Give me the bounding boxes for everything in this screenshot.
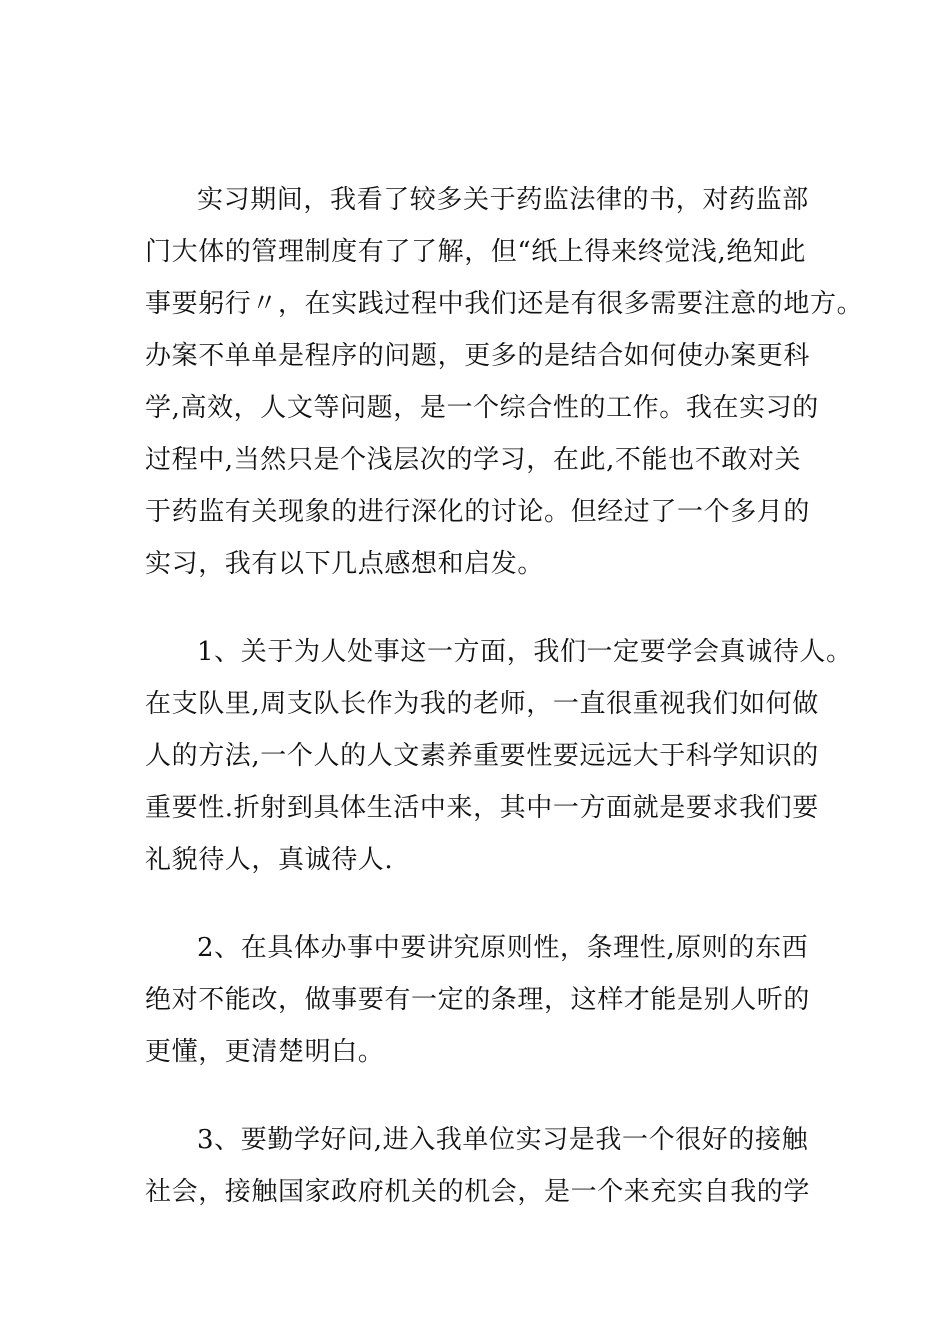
- paragraph-2-line-2: 在支队里,周支队长作为我的老师，一直很重视我们如何做: [145, 689, 819, 719]
- paragraph-1-line-2: 门大体的管理制度有了了解，但“纸上得来终觉浅,绝知此: [145, 237, 807, 267]
- paragraph-3-line-1: 2、在具体办事中要讲究原则性，条理性,原则的东西: [197, 933, 809, 963]
- paragraph-4-line-1: 3、要勤学好问,进入我单位实习是我一个很好的接触: [197, 1125, 809, 1155]
- paragraph-1-line-8: 实习，我有以下几点感想和启发。: [145, 549, 545, 579]
- paragraph-1-line-1: 实习期间，我看了较多关于药监法律的书，对药监部: [197, 185, 809, 215]
- paragraph-2-line-1: 1、关于为人处事这一方面，我们一定要学会真诚待人。: [197, 637, 853, 667]
- paragraph-1-line-7: 于药监有关现象的进行深化的讨论。但经过了一个多月的: [145, 497, 811, 527]
- paragraph-2-line-3: 人的方法,一个人的人文素养重要性要远远大于科学知识的: [145, 741, 819, 771]
- paragraph-4-line-2: 社会，接触国家政府机关的机会，是一个来充实自我的学: [145, 1177, 811, 1207]
- paragraph-3-line-2: 绝对不能改，做事要有一定的条理，这样才能是别人听的: [145, 985, 811, 1015]
- paragraph-1-line-6: 过程中,当然只是个浅层次的学习，在此,不能也不敢对关: [145, 445, 802, 475]
- paragraph-2-line-4: 重要性.折射到具体生活中来，其中一方面就是要求我们要: [145, 793, 819, 823]
- paragraph-2-line-5: 礼貌待人，真诚待人.: [145, 845, 394, 875]
- paragraph-1-line-3: 事要躬行〃，在实践过程中我们还是有很多需要注意的地方。: [145, 289, 864, 319]
- paragraph-3-line-3: 更懂，更清楚明白。: [145, 1037, 385, 1067]
- paragraph-1-line-5: 学,高效，人文等问题，是一个综合性的工作。我在实习的: [145, 393, 819, 423]
- paragraph-1-line-4: 办案不单单是程序的问题，更多的是结合如何使办案更科: [145, 341, 811, 371]
